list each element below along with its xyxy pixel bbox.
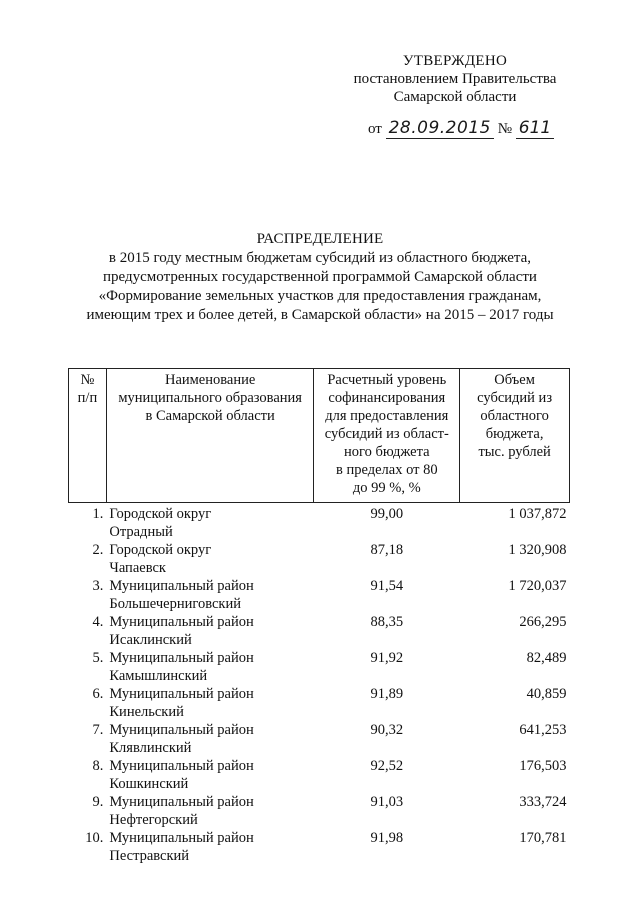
- row-amount: 1 320,908: [508, 542, 567, 558]
- approval-line-2: Самарской области: [393, 89, 517, 105]
- decree-reference: [368, 118, 554, 138]
- table-row: [69, 541, 570, 577]
- table-row: [69, 613, 570, 649]
- municipality-type: Муниципальный район: [109, 578, 254, 594]
- document-title: [60, 230, 580, 325]
- title-line-4: имеющим трех и более детей, в Самарской области» на 2015 – 2017 годы: [86, 307, 554, 323]
- row-rate: 91,92: [370, 650, 404, 666]
- municipality-type: Городской округ: [109, 506, 212, 522]
- header-amount-line: Объем: [494, 372, 535, 388]
- table-row: [69, 793, 570, 829]
- header-rate-line: субсидий из област-: [324, 426, 449, 442]
- header-rate-line: в пределах от 80: [336, 462, 438, 478]
- row-rate: 91,03: [370, 794, 404, 810]
- table-header-row: [69, 369, 570, 503]
- municipality-name: Чапаевск: [109, 560, 166, 576]
- approval-line-1: постановлением Правительства: [353, 71, 557, 87]
- table-row: [69, 757, 570, 793]
- municipality-type: Муниципальный район: [109, 794, 254, 810]
- row-rate: 88,35: [370, 614, 404, 630]
- header-rate-line: до 99 %, %: [352, 480, 421, 496]
- distribution-table: [68, 368, 570, 865]
- header-name-line: в Самарской области: [145, 408, 275, 424]
- table-row: [69, 685, 570, 721]
- header-rate-line: для предоставления: [325, 408, 449, 424]
- row-amount: 170,781: [519, 830, 567, 846]
- header-amount-line: областного: [480, 408, 549, 424]
- municipality-type: Муниципальный район: [109, 830, 254, 846]
- row-rate: 99,00: [370, 506, 404, 522]
- header-num-line: №: [80, 372, 95, 388]
- header-amount-line: тыс. рублей: [478, 444, 551, 460]
- municipality-name: Камышлинский: [109, 668, 208, 684]
- row-amount: 1 037,872: [508, 506, 567, 522]
- header-amount-line: субсидий из: [477, 390, 553, 406]
- decree-number: 611: [516, 118, 554, 139]
- row-number: 5.: [92, 650, 104, 666]
- row-number: 3.: [92, 578, 104, 594]
- table-row: [69, 503, 570, 542]
- table-row: [69, 649, 570, 685]
- municipality-name: Кинельский: [109, 704, 184, 720]
- row-number: 1.: [92, 506, 104, 522]
- row-number: 2.: [92, 542, 104, 558]
- header-amount-line: бюджета,: [485, 426, 544, 442]
- row-municipality: [106, 577, 314, 613]
- header-rate-line: ного бюджета: [344, 444, 430, 460]
- row-amount: 82,489: [526, 650, 567, 666]
- row-municipality: [106, 829, 314, 865]
- row-number: 10.: [85, 830, 104, 846]
- header-amount: [460, 369, 570, 503]
- row-rate: 91,54: [370, 578, 404, 594]
- decree-date: 28.09.2015: [386, 118, 494, 139]
- header-num: [69, 369, 107, 503]
- title-line-1: в 2015 году местным бюджетам субсидий из областного бюджета,: [108, 250, 532, 266]
- row-rate: 91,98: [370, 830, 404, 846]
- row-number: 4.: [92, 614, 104, 630]
- approval-heading: УТВЕРЖДЕНО: [402, 53, 508, 69]
- row-number: 6.: [92, 686, 104, 702]
- header-rate-line: софинансирования: [328, 390, 446, 406]
- row-municipality: [106, 541, 314, 577]
- row-amount: 333,724: [519, 794, 567, 810]
- row-municipality: [106, 793, 314, 829]
- table-row: [69, 577, 570, 613]
- row-municipality: [106, 721, 314, 757]
- row-amount: 1 720,037: [508, 578, 567, 594]
- municipality-name: Отрадный: [109, 524, 173, 540]
- decree-from-label: от: [368, 121, 382, 137]
- row-municipality: [106, 757, 314, 793]
- header-name-line: муниципального образования: [118, 390, 302, 406]
- municipality-type: Муниципальный район: [109, 722, 254, 738]
- municipality-type: Муниципальный район: [109, 686, 254, 702]
- row-rate: 91,89: [370, 686, 404, 702]
- row-municipality: [106, 613, 314, 649]
- row-amount: 266,295: [519, 614, 567, 630]
- row-amount: 40,859: [526, 686, 567, 702]
- row-municipality: [106, 503, 314, 542]
- row-municipality: [106, 649, 314, 685]
- municipality-name: Исаклинский: [109, 632, 192, 648]
- title-heading: РАСПРЕДЕЛЕНИЕ: [256, 231, 384, 247]
- header-rate: [314, 369, 460, 503]
- approval-block: [340, 52, 570, 106]
- header-rate-line: Расчетный уровень: [327, 372, 447, 388]
- row-amount: 641,253: [519, 722, 567, 738]
- decree-number-label: №: [497, 121, 513, 137]
- header-name: [106, 369, 314, 503]
- header-num-line: п/п: [77, 390, 98, 406]
- title-line-3: «Формирование земельных участков для предоставления гражданам,: [98, 288, 542, 304]
- table-row: [69, 829, 570, 865]
- row-rate: 92,52: [370, 758, 404, 774]
- title-line-2: предусмотренных государственной программой Самарской области: [103, 269, 537, 285]
- municipality-name: Пестравский: [109, 848, 190, 864]
- header-name-line: Наименование: [164, 372, 256, 388]
- municipality-type: Муниципальный район: [109, 758, 254, 774]
- row-number: 8.: [92, 758, 104, 774]
- municipality-name: Нефтегорский: [109, 812, 198, 828]
- row-number: 9.: [92, 794, 104, 810]
- table-row: [69, 721, 570, 757]
- row-number: 7.: [92, 722, 104, 738]
- municipality-type: Городской округ: [109, 542, 212, 558]
- municipality-name: Большечерниговский: [109, 596, 241, 612]
- municipality-type: Муниципальный район: [109, 614, 254, 630]
- municipality-type: Муниципальный район: [109, 650, 254, 666]
- municipality-name: Кошкинский: [109, 776, 189, 792]
- row-rate: 87,18: [370, 542, 404, 558]
- row-municipality: [106, 685, 314, 721]
- row-rate: 90,32: [370, 722, 404, 738]
- municipality-name: Клявлинский: [109, 740, 192, 756]
- row-amount: 176,503: [519, 758, 567, 774]
